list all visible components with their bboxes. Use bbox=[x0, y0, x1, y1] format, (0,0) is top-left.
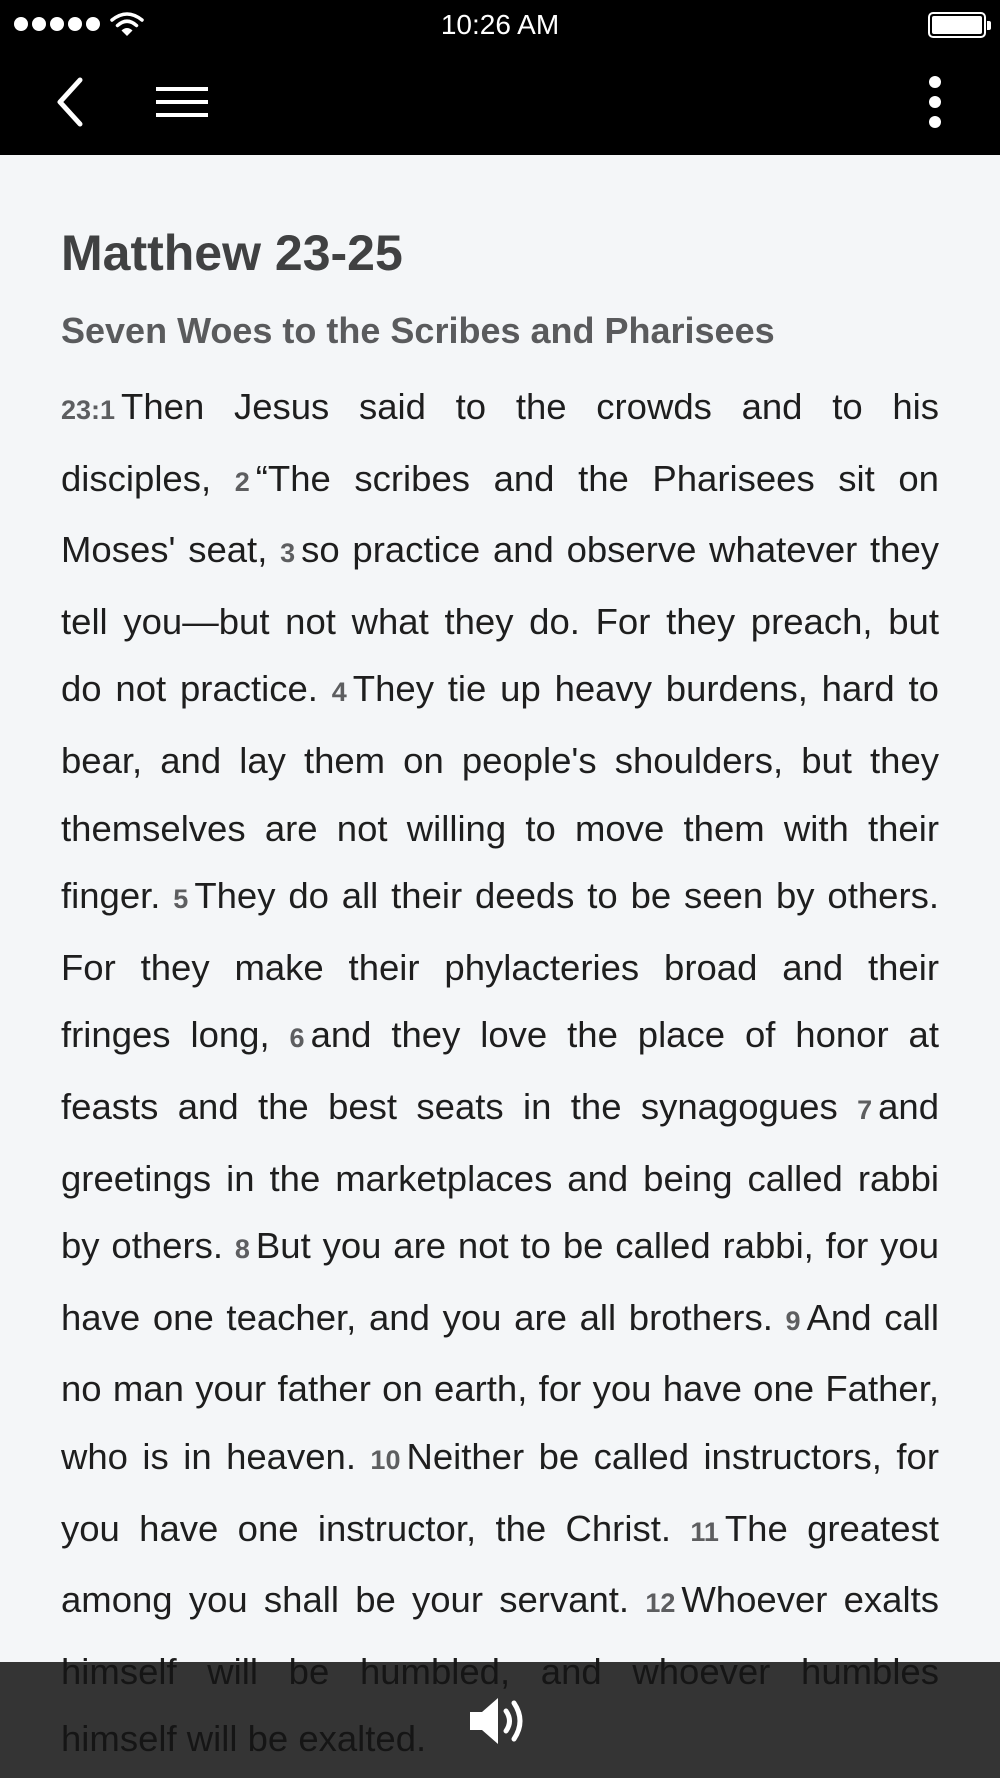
reading-content[interactable] bbox=[61, 155, 939, 1773]
battery-icon bbox=[928, 12, 986, 38]
verse-text: and greetings in the marketplaces and being called rabbi by others. bbox=[61, 1085, 939, 1267]
navigation-bar bbox=[0, 50, 1000, 155]
chapter-title: Matthew 23-25 bbox=[61, 225, 403, 281]
verse-text: Neither be called instructors, for you have one instructor, the Christ. bbox=[61, 1435, 939, 1549]
verse-number: 11 bbox=[690, 1516, 719, 1547]
section-heading: Seven Woes to the Scribes and Pharisees bbox=[61, 310, 775, 351]
verse-text: “The scribes and the Pharisees sit on Moses' seat, bbox=[61, 457, 939, 571]
verse-number: 2 bbox=[234, 466, 250, 497]
verse-text: They tie up heavy burdens, hard to bear, and lay them on people's shoulders, but they themselves are not willing to move them with their finger. bbox=[61, 668, 939, 917]
verse-number: 23:1 bbox=[61, 395, 116, 425]
verse-text: and they love the place of honor at feasts and the best seats in the synagogues bbox=[61, 1014, 939, 1127]
verse-number: 9 bbox=[785, 1305, 801, 1336]
menu-button[interactable] bbox=[150, 78, 214, 128]
verse-number: 4 bbox=[331, 677, 347, 708]
back-button[interactable] bbox=[44, 72, 104, 132]
verse-text: They do all their deeds to be seen by others. For they make their phylacteries broad and their fringes long, bbox=[61, 875, 939, 1056]
audio-bar bbox=[0, 1662, 1000, 1778]
verse-number: 10 bbox=[370, 1444, 401, 1475]
status-bar bbox=[0, 0, 1000, 50]
audio-play-button[interactable] bbox=[466, 1692, 534, 1750]
verse-text: The greatest among you shall be your servant. bbox=[61, 1507, 939, 1621]
verse-text: Whoever exalts bbox=[681, 1579, 939, 1621]
vertical-ellipsis-icon bbox=[920, 70, 950, 134]
speaker-icon bbox=[466, 1692, 534, 1750]
verse-number: 12 bbox=[645, 1588, 676, 1619]
verse-number: 3 bbox=[280, 538, 296, 569]
verse-number: 8 bbox=[234, 1234, 250, 1265]
chevron-left-icon bbox=[44, 72, 104, 132]
verse-text: But you are not to be called rabbi, for you have one teacher, and you are all brothers. bbox=[61, 1225, 939, 1338]
verse-number: 7 bbox=[857, 1094, 873, 1125]
hamburger-menu-icon bbox=[150, 78, 214, 128]
verse-text: And call no man your father on earth, for you have one Father, who is in heaven. bbox=[61, 1296, 939, 1477]
status-time: 10:26 AM bbox=[440, 9, 560, 40]
verse-text: so practice and observe whatever they tell you—but not what they do. For they preach, but do not practice. bbox=[61, 529, 939, 710]
passage-text bbox=[61, 373, 939, 1773]
more-options-button[interactable] bbox=[920, 70, 950, 134]
verse-number: 5 bbox=[173, 884, 189, 915]
verse-number: 6 bbox=[289, 1023, 305, 1054]
verse-text: Then Jesus said to the crowds and to his disciples, bbox=[61, 386, 939, 499]
